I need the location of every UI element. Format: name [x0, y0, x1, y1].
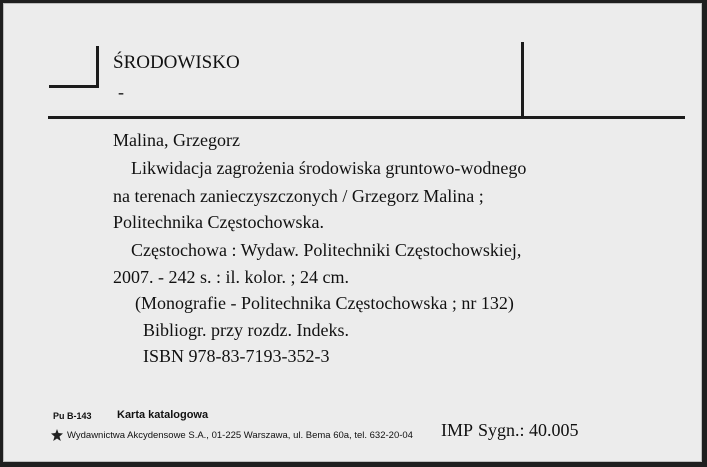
series-statement: (Monografie - Politechnika Częstochowska ; nr 132)	[135, 293, 514, 313]
bracket-vertical-line	[96, 46, 99, 88]
title-line-3: Politechnika Częstochowska.	[113, 212, 324, 232]
subject-subdivision: -	[118, 82, 124, 102]
form-code: Pu B-143	[53, 411, 92, 421]
imp-mark: IMP	[441, 420, 474, 440]
title-line-1: Likwidacja zagrożenia środowiska gruntowo-wodnego	[131, 158, 527, 178]
subject-heading: ŚRODOWISKO	[113, 52, 240, 73]
publisher-logo-icon	[51, 429, 63, 441]
isbn: ISBN 978-83-7193-352-3	[143, 346, 330, 366]
imprint-line-1: Częstochowa : Wydaw. Politechniki Częstochowskiej,	[131, 240, 522, 260]
title-line-2: na terenach zanieczyszczonych / Grzegorz Malina ;	[113, 186, 484, 206]
call-number: Sygn.: 40.005	[478, 420, 579, 440]
notes: Bibliogr. przy rozdz. Indeks.	[143, 320, 349, 340]
author-name: Malina, Grzegorz	[113, 130, 240, 150]
right-vertical-rule	[521, 42, 524, 116]
main-horizontal-rule	[48, 116, 685, 119]
publisher-line: Wydawnictwa Akcydensowe S.A., 01-225 Warszawa, ul. Bema 60a, tel. 632-20-04	[67, 430, 413, 441]
catalog-card	[3, 3, 702, 462]
bracket-horizontal-line	[49, 85, 99, 88]
form-name: Karta katalogowa	[117, 409, 209, 421]
imprint-line-2: 2007. - 242 s. : il. kolor. ; 24 cm.	[113, 267, 349, 287]
